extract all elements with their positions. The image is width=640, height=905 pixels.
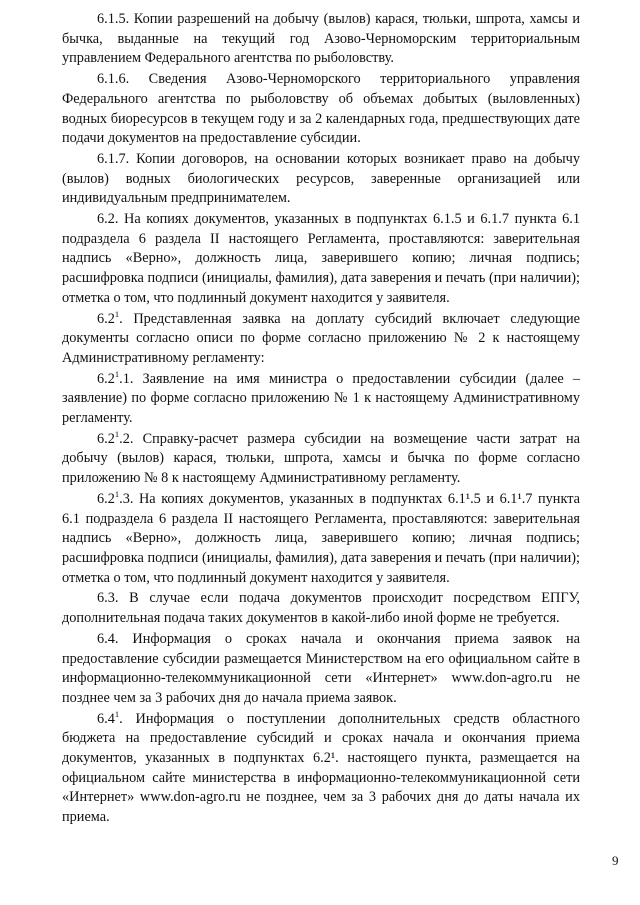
paragraph-text: На копиях документов, указанных в подпунктах 6.1.5 и 6.1.7 пункта 6.1 подраздела 6 раздела II настоящего Регламента, проставляются: заверительная надпись «Верно», должность лица, заверившего копию; личная подпись; расшифровка подписи (инициалы, фамилия), дата заверения и печать (при наличии); отметка о том, что подлинный документ находится у заявителя. — [62, 211, 580, 306]
paragraph-text: Справку-расчет размера субсидии на возмещение части затрат на добычу (вылов) карася, тюльки, шпрота, хамсы и бычка по форме согласно приложению № 8 к настоящему Административному регламенту. — [62, 430, 580, 487]
clause-number-suffix: . — [119, 710, 123, 727]
clause-number: 6.2 — [97, 370, 115, 387]
paragraph-text: Копии разрешений на добычу (вылов) карася, тюльки, шпрота, хамсы и бычка, выданные на текущий год Азово-Черноморским территориальным управлением Федерального агентства по рыболовству. — [62, 11, 580, 67]
paragraph-text: Информация о сроках начала и окончания приема заявок на предоставление субсидии размещается Министерством на его официальном сайте в информационно-телекоммуникационной сети «Интернет» www.don-agro.ru не позднее чем за 3 рабочих дня до начала приема заявок. — [62, 630, 580, 706]
paragraph-6-4 — [62, 630, 580, 709]
paragraph-6-2-1-3 — [62, 490, 580, 589]
paragraph-6-1-5 — [62, 10, 580, 69]
page-number: 9 — [612, 853, 619, 868]
clause-number-suffix: .3. — [119, 490, 134, 507]
clause-number: 6.1.7. — [97, 150, 130, 167]
clause-number: 6.1.6. — [97, 71, 130, 88]
paragraph-text: Информация о поступлении дополнительных средств областного бюджета на предоставление субсидий и сроках начала и окончания приема документов, указанных в подпунктах 6.2¹. настоящего пункта, размещается на официальном сайте министерства в информационно-телекоммуникационной сети «Интернет» www.don-agro.ru не позднее, чем за 3 рабочих дня до даты начала их приема. — [62, 710, 580, 826]
paragraph-6-2 — [62, 210, 580, 309]
paragraph-text: На копиях документов, указанных в подпунктах 6.1¹.5 и 6.1¹.7 пункта 6.1 подраздела 6 раздела II настоящего Регламента, проставляются: заверительная надпись «Верно», должность лица, заверившего копию; личная подпись; расшифровка подписи (инициалы, фамилия), дата заверения и печать (при наличии); отметка о том, что подлинный документ находится у заявителя. — [62, 490, 580, 586]
paragraph-text: Представленная заявка на доплату субсидий включает следующие документы согласно описи по форме согласно приложению № 2 к настоящему Административному регламенту: — [62, 310, 580, 366]
paragraph-6-2-1-2 — [62, 430, 580, 489]
paragraph-6-3 — [62, 589, 580, 628]
clause-number: 6.4 — [97, 710, 115, 727]
clause-superscript: 1 — [114, 708, 120, 719]
paragraph-text: Заявление на имя министра о предоставлении субсидии (далее – заявление) по форме согласно приложению № 1 к настоящему Административному регламенту. — [62, 370, 580, 427]
clause-number-suffix: .2. — [119, 430, 134, 447]
clause-number-suffix: . — [119, 310, 123, 327]
clause-superscript: 1 — [114, 308, 120, 319]
clause-number: 6.1.5. — [97, 11, 130, 27]
clause-number: 6.2 — [97, 490, 115, 507]
paragraph-6-4-1 — [62, 710, 580, 828]
paragraph-6-2-1 — [62, 310, 580, 369]
clause-number: 6.2 — [97, 310, 115, 327]
paragraph-text: В случае если подача документов происходит посредством ЕПГУ, дополнительная подача таких документов в какой-либо иной форме не требуется. — [62, 590, 580, 627]
document-page — [62, 10, 580, 829]
clause-number-suffix: .1. — [119, 370, 134, 387]
paragraph-text: Сведения Азово-Черноморского территориального управления Федерального агентства по рыболовству об объемах добытых (выловленных) водных биоресурсов в текущем году и за 2 календарных года, предшествующих дате подачи документов на предоставление субсидии. — [62, 71, 580, 147]
clause-superscript: 1 — [114, 489, 120, 500]
paragraph-6-1-7 — [62, 150, 580, 209]
clause-number: 6.2 — [97, 430, 115, 447]
clause-number: 6.2. — [97, 211, 119, 228]
clause-superscript: 1 — [114, 368, 120, 379]
paragraph-6-2-1-1 — [62, 370, 580, 429]
paragraph-text: Копии договоров, на основании которых возникает право на добычу (вылов) водных биологических ресурсов, заверенные организацией или индивидуальным предпринимателем. — [62, 150, 580, 207]
clause-number: 6.3. — [97, 590, 119, 607]
clause-number: 6.4. — [97, 630, 119, 647]
paragraph-6-1-6 — [62, 70, 580, 149]
clause-superscript: 1 — [114, 429, 120, 439]
